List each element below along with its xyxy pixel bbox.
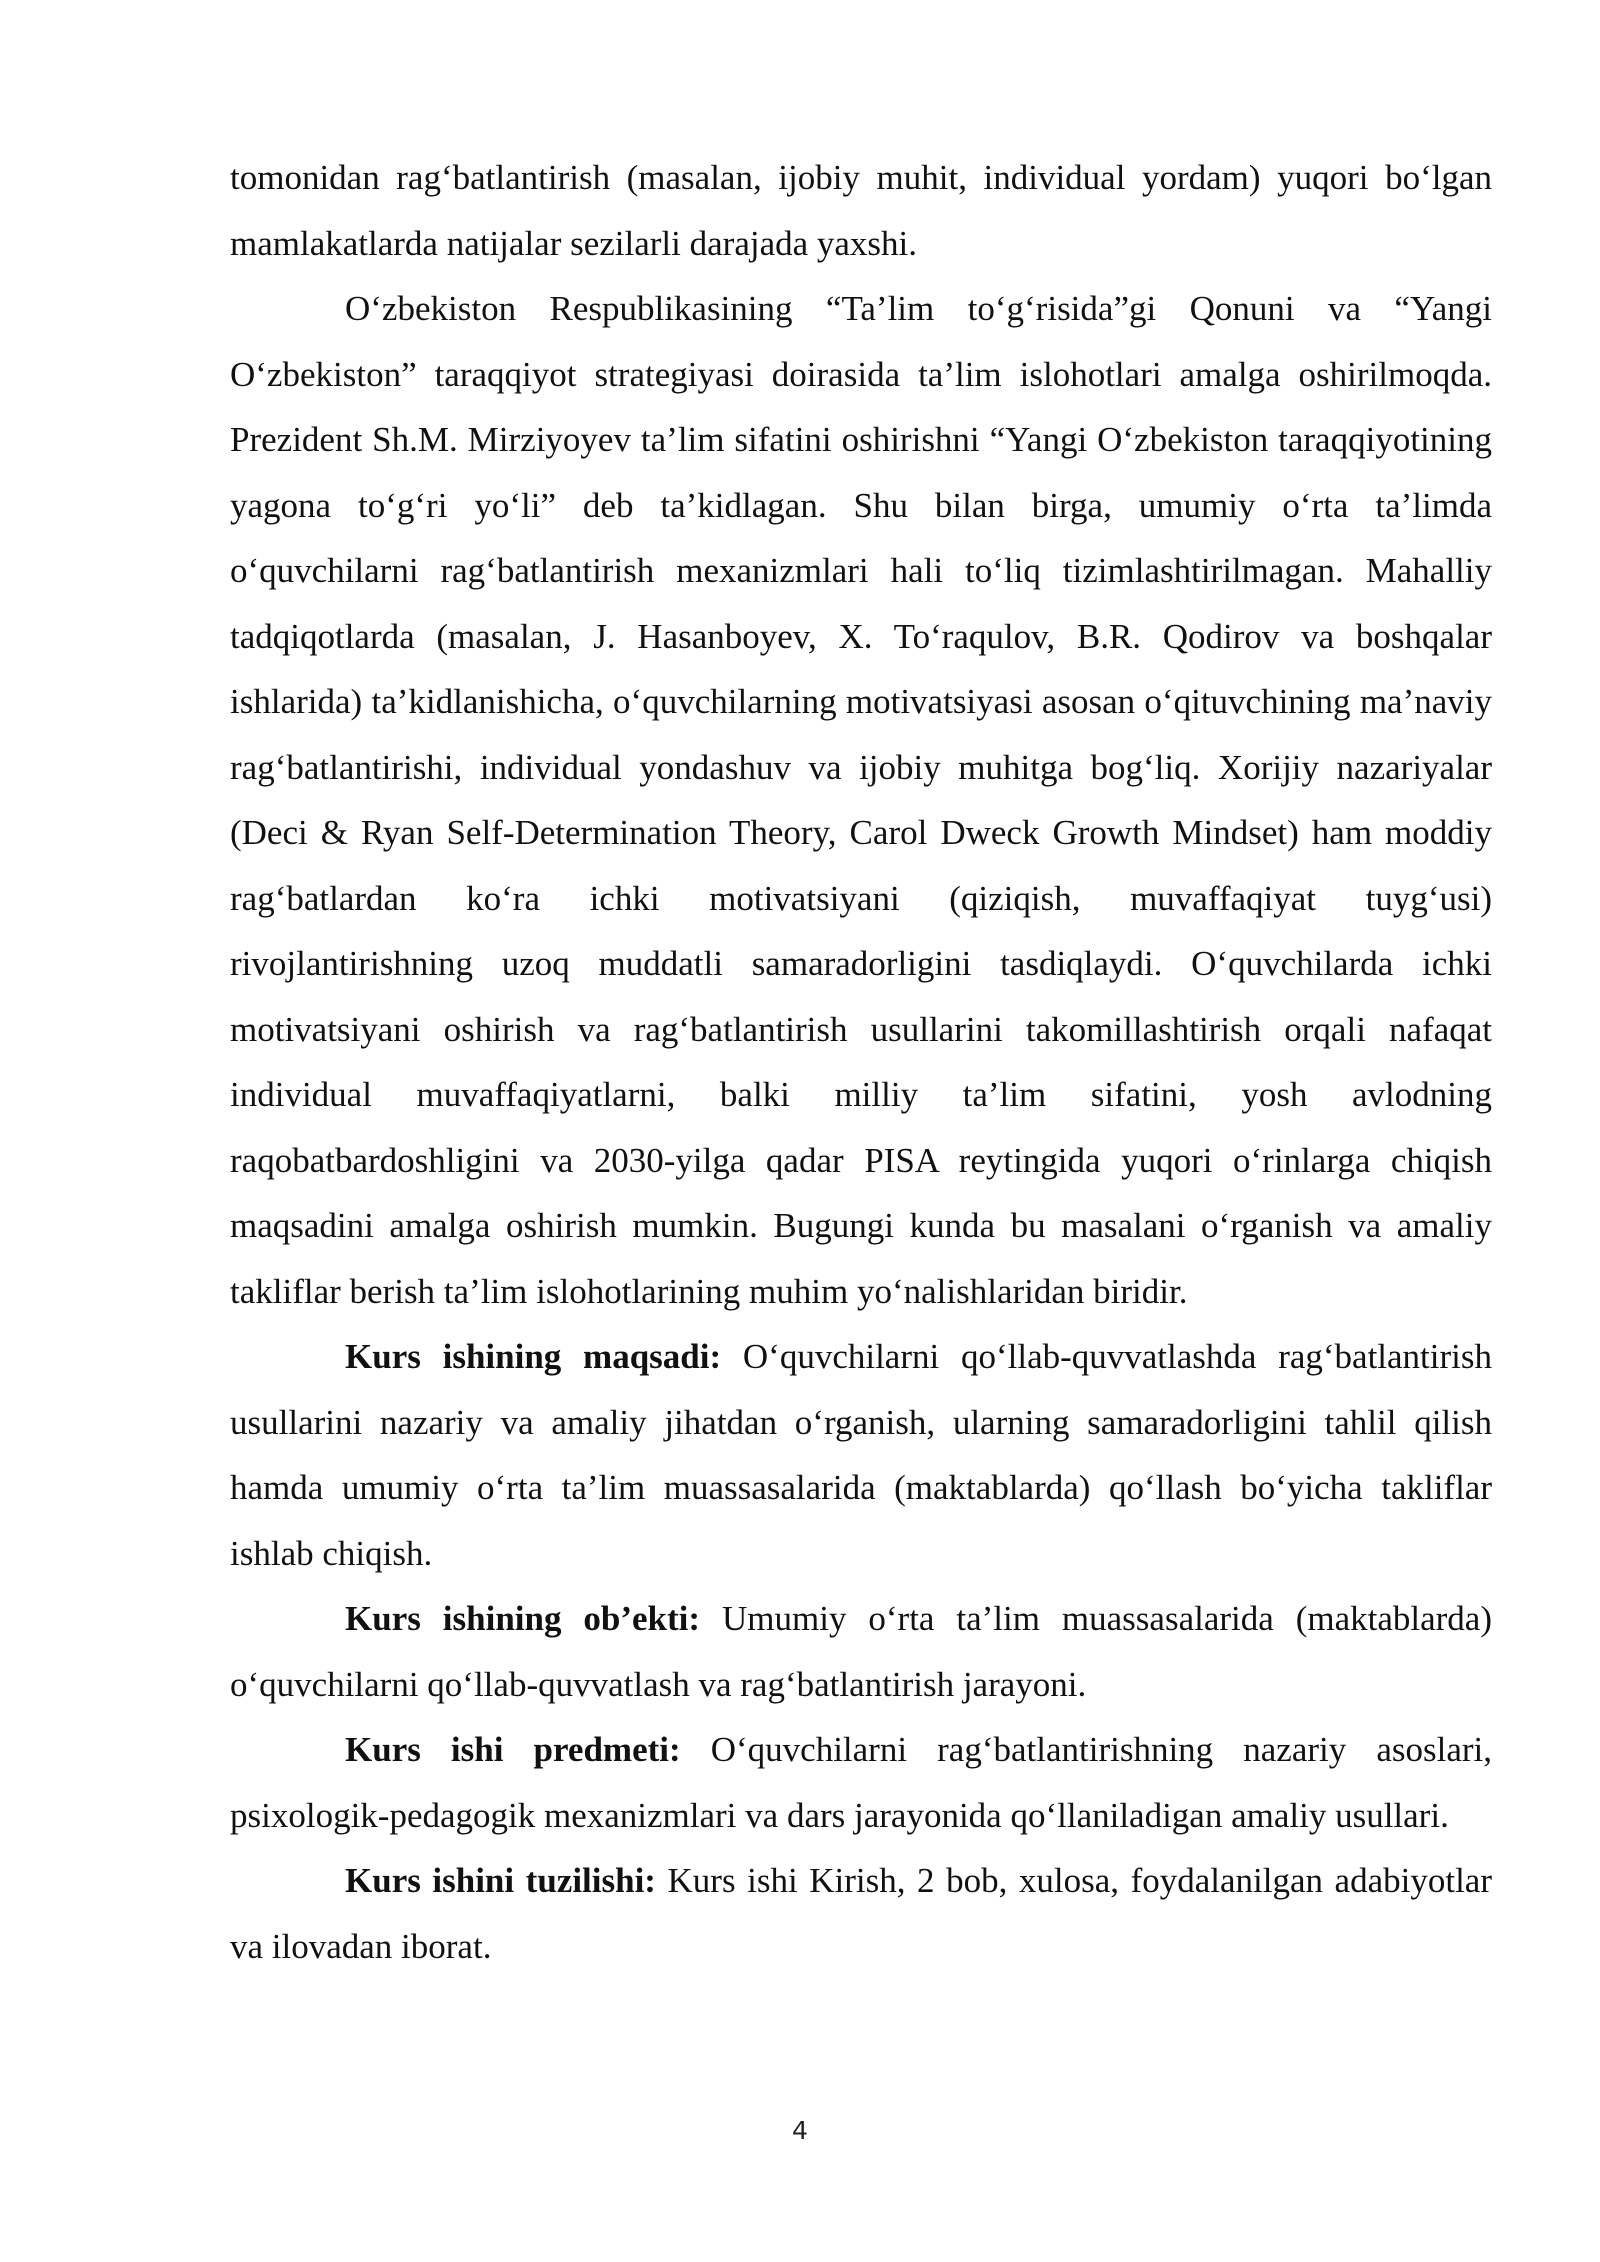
- paragraph-text: Umumiy o‘rta ta’lim muassasalarida (maktablarda) o‘quvchilarni qo‘llab-quvvatlash va rag‘batlantirish jarayoni.: [230, 1599, 1492, 1704]
- paragraph-goal: [230, 1324, 1492, 1586]
- document-body: [230, 145, 1492, 1979]
- paragraph-lead-goal: Kurs ishining maqsadi:: [345, 1337, 722, 1376]
- paragraph-lead-object: Kurs ishining ob’ekti:: [345, 1599, 701, 1638]
- paragraph-subject: [230, 1717, 1492, 1848]
- paragraph-text: tomonidan rag‘batlantirish (masalan, ijobiy muhit, individual yordam) yuqori bo‘lgan mamlakatlarda natijalar sezilarli darajada yaxshi.: [230, 158, 1492, 263]
- paragraph-lead-structure: Kurs ishini tuzilishi:: [345, 1861, 656, 1900]
- paragraph-continuation: [230, 145, 1492, 276]
- page-number: 4: [792, 2116, 808, 2145]
- paragraph-text: O‘quvchilarni rag‘batlantirishning nazariy asoslari, psixologik-pedagogik mexanizmlari va dars jarayonida qo‘llaniladigan amaliy usullari.: [230, 1730, 1492, 1835]
- paragraph-structure: [230, 1848, 1492, 1979]
- paragraph-object: [230, 1586, 1492, 1717]
- paragraph-text: O‘quvchilarni qo‘llab-quvvatlashda rag‘batlantirish usullarini nazariy va amaliy jihatdan o‘rganish, ularning samaradorligini tahlil qilish hamda umumiy o‘rta ta’lim muassasalarida (maktablarda) qo‘llash bo‘yicha takliflar ishlab chiqish.: [230, 1337, 1493, 1573]
- paragraph-lead-subject: Kurs ishi predmeti:: [345, 1730, 681, 1769]
- paragraph-text: Kurs ishi Kirish, 2 bob, xulosa, foydalanilgan adabiyotlar va ilovadan iborat.: [230, 1861, 1492, 1966]
- paragraph-text: O‘zbekiston Respublikasining “Ta’lim to‘g‘risida”gi Qonuni va “Yangi O‘zbekiston” taraqqiyot strategiyasi doirasida ta’lim islohotlari amalga oshirilmoqda. Prezident Sh.M. Mirziyoyev ta’lim sifatini oshirishni “Yangi O‘zbekiston taraqqiyotining yagona to‘g‘ri yo‘li” deb ta’kidlagan. Shu bilan birga, umumiy o‘rta ta’limda o‘quvchilarni rag‘batlantirish mexanizmlari hali to‘liq tizimlashtirilmagan. Mahalliy tadqiqotlarda (masalan, J. Hasanboyev, X. To‘raqulov, B.R. Qodirov va boshqalar ishlarida) ta’kidlanishicha, o‘quvchilarning motivatsiyasi asosan o‘qituvchining ma’naviy rag‘batlantirishi, individual yondashuv va ijobiy muhitga bog‘liq. Xorijiy nazariyalar (Deci & Ryan Self-Determination Theory, Carol Dweck Growth Mindset) ham moddiy rag‘batlardan ko‘ra ichki motivatsiyani (qiziqish, muvaffaqiyat tuyg‘usi) rivojlantirishning uzoq muddatli samaradorligini tasdiqlaydi. O‘quvchilarda ichki motivatsiyani oshirish va rag‘batlantirish usullarini takomillashtirish orqali nafaqat individual muvaffaqiyatlarni, balki milliy ta’lim sifatini, yosh avlodning raqobatbardoshligini va 2030-yilga qadar PISA reytingida yuqori o‘rinlarga chiqish maqsadini amalga oshirish mumkin. Bugungi kunda bu masalani o‘rganish va amaliy takliflar berish ta’lim islohotlarining muhim yo‘nalishlaridan biridir.: [230, 289, 1492, 1311]
- paragraph-relevance: [230, 276, 1492, 1324]
